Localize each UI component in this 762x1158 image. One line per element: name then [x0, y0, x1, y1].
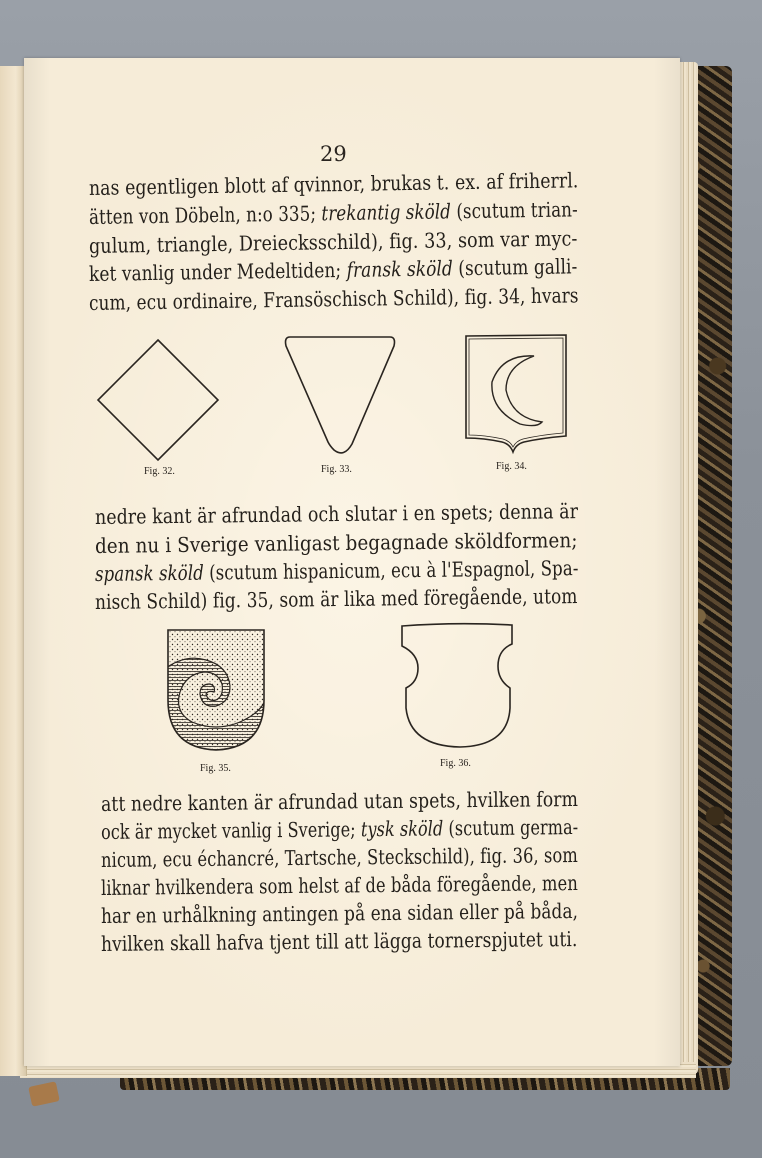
fig-34-french-shield: [462, 332, 570, 456]
crescent-icon: [492, 356, 542, 426]
text-line: ock är mycket vanlig i Sverige; tysk sköld (scutum germa-: [100, 815, 579, 844]
text-line: nedre kant är afrundad och slutar i en spets; denna är: [94, 499, 579, 529]
fig-36-german-shield: [398, 622, 514, 750]
text-line: ket vanlig under Medeltiden; fransk sköld (scutum galli-: [88, 254, 578, 286]
facing-page-edge: [0, 66, 27, 1076]
figure-label: Fig. 36.: [440, 758, 471, 769]
fig-32-diamond-shield: [96, 338, 220, 462]
figure-label: Fig. 32.: [144, 466, 175, 477]
text-line: den nu i Sverige vanligast begagnade sköldformen;: [94, 528, 578, 558]
figure-label: Fig. 35.: [200, 763, 231, 774]
text-line: nas egentligen blott af qvinnor, brukas t. ex. af friherrl.: [88, 168, 579, 200]
text-line: cum, ecu ordinaire, Fransöschisch Schild), fig. 34, hvars: [88, 283, 579, 315]
text-line: nisch Schild) fig. 35, som är lika med föregående, utom: [94, 584, 578, 614]
figure-label: Fig. 34.: [496, 461, 527, 472]
page-number: 29: [320, 142, 347, 166]
fig-35-spanish-shield: [166, 628, 266, 752]
text-line: har en urhålkning antingen på ena sidan eller på båda,: [100, 899, 579, 928]
text-line: nicum, ecu échancré, Tartsche, Steckschild), fig. 36, som: [100, 843, 578, 872]
text-line: liknar hvilkendera som helst af de båda föregående, men: [100, 871, 578, 900]
text-line: hvilken skall hafva tjent till att lägga tornerspjutet uti.: [100, 927, 578, 956]
text-line: ätten von Döbeln, n:o 335; trekantig sköld (scutum trian-: [88, 197, 578, 229]
text-line: spansk sköld (scutum hispanicum, ecu à l'Espagnol, Spa-: [94, 556, 579, 586]
fig-33-triangular-shield: [282, 334, 398, 458]
figure-label: Fig. 33.: [321, 464, 352, 475]
text-line: gulum, triangle, Dreiecksschild), fig. 33, som var myc-: [88, 226, 578, 258]
text-line: att nedre kanten är afrundad utan spets, hvilken form: [100, 787, 579, 816]
